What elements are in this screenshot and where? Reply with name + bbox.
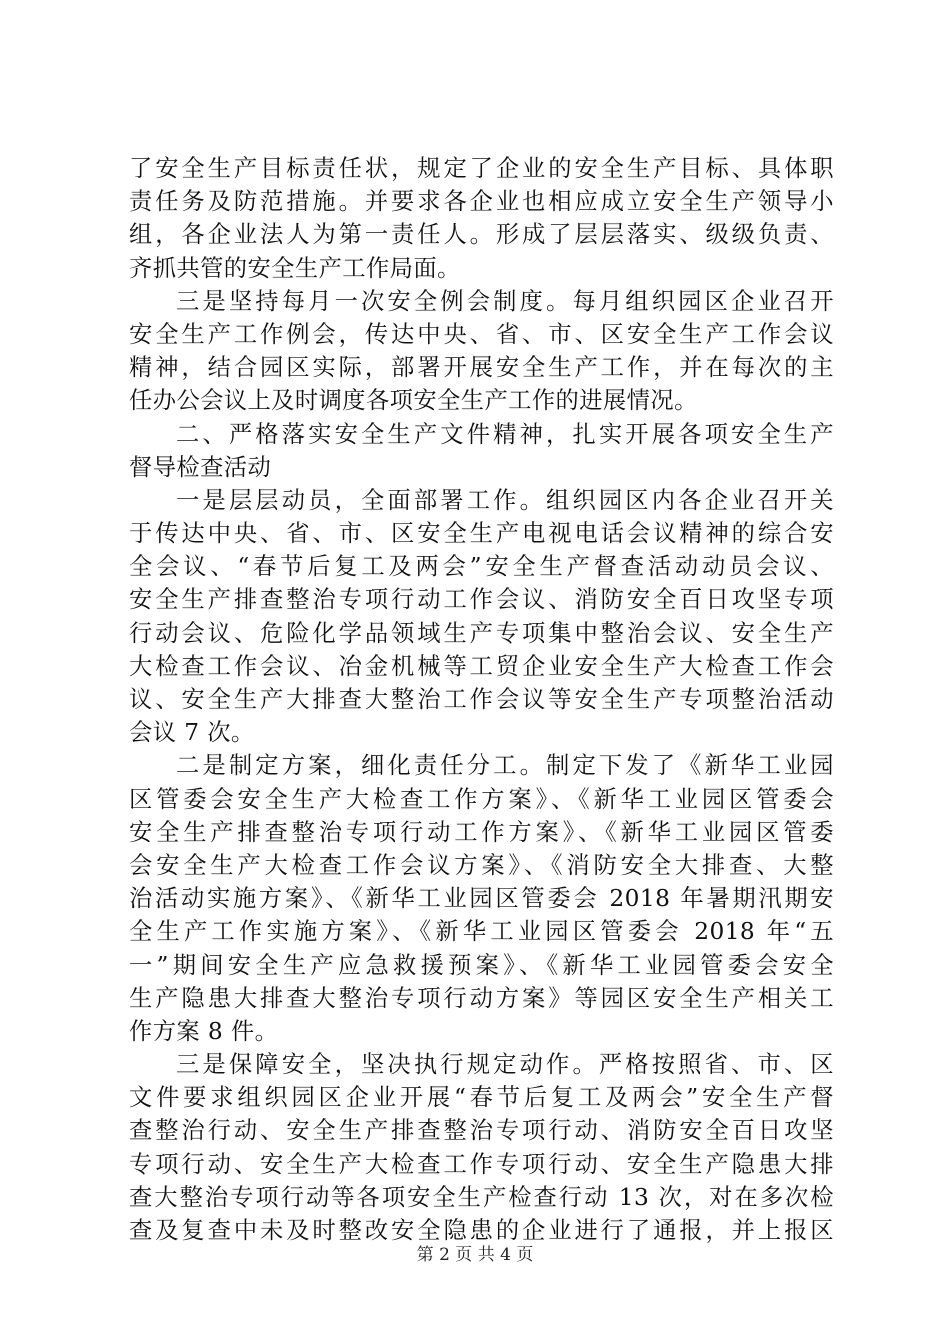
text-line: 生产隐患大排查大整治专项行动方案》等园区安全生产相关工 xyxy=(129,984,834,1012)
text-line: 全生产工作实施方案》、《新华工业园区管委会 2018 年“五 xyxy=(129,918,834,946)
text-line: 专项行动、安全生产大检查工作专项行动、安全生产隐患大排 xyxy=(129,1150,834,1178)
text-line: 一是层层动员，全面部署工作。组织园区内各企业召开关 xyxy=(176,486,834,514)
text-line: 作方案 8 件。 xyxy=(129,1017,279,1045)
text-line: 文件要求组织园区企业开展“春节后复工及两会”安全生产督 xyxy=(129,1084,834,1112)
text-line: 于传达中央、省、市、区安全生产电视电话会议精神的综合安 xyxy=(129,520,834,548)
text-line: 二是制定方案，细化责任分工。制定下发了《新华工业园 xyxy=(176,752,834,780)
text-line: 三是坚持每月一次安全例会制度。每月组织园区企业召开 xyxy=(176,287,834,315)
text-line: 查整治行动、安全生产排查整治专项行动、消防安全百日攻坚 xyxy=(129,1117,834,1145)
text-line: 会议 7 次。 xyxy=(129,719,255,747)
text-line: 安全生产工作例会，传达中央、省、市、区安全生产工作会议 xyxy=(129,320,834,348)
text-line: 精神，结合园区实际，部署开展安全生产工作，并在每次的主 xyxy=(129,354,834,382)
text-line: 全会议、“春节后复工及两会”安全生产督查活动动员会议、 xyxy=(129,553,834,581)
text-line: 治活动实施方案》、《新华工业园区管委会 2018 年暑期汛期安 xyxy=(129,885,834,913)
text-line: 大检查工作会议、冶金机械等工贸企业安全生产大检查工作会 xyxy=(129,652,834,680)
document-body xyxy=(129,152,834,1247)
text-line: 一”期间安全生产应急救援预案》、《新华工业园管委会安全 xyxy=(129,951,834,979)
text-line: 督导检查活动 xyxy=(129,453,272,481)
text-line: 责任务及防范措施。并要求各企业也相应成立安全生产领导小 xyxy=(129,188,834,216)
text-line: 安全生产排查整治专项行动工作会议、消防安全百日攻坚专项 xyxy=(129,586,834,614)
text-line: 了安全生产目标责任状，规定了企业的安全生产目标、具体职 xyxy=(129,155,834,182)
text-line: 齐抓共管的安全生产工作局面。 xyxy=(129,254,461,282)
text-line: 查及复查中未及时整改安全隐患的企业进行了通报，并上报区 xyxy=(129,1217,834,1244)
text-line: 查大整治专项行动等各项安全生产检查行动 13 次，对在多次检 xyxy=(129,1183,834,1211)
text-line: 三是保障安全，坚决执行规定动作。严格按照省、市、区 xyxy=(176,1051,834,1079)
text-line: 二、严格落实安全生产文件精神，扎实开展各项安全生产 xyxy=(176,420,834,448)
text-line: 安全生产排查整治专项行动工作方案》、《新华工业园区管委 xyxy=(129,818,834,846)
text-line: 任办公会议上及时调度各项安全生产工作的进展情况。 xyxy=(129,387,698,415)
text-line: 区管委会安全生产大检查工作方案》、《新华工业园区管委会 xyxy=(129,785,834,813)
page-footer: 第 2 页 共 4 页 xyxy=(416,1245,534,1265)
text-line: 议、安全生产大排查大整治工作会议等安全生产专项整治活动 xyxy=(129,686,834,713)
text-line: 行动会议、危险化学品领域生产专项集中整治会议、安全生产 xyxy=(129,619,834,647)
text-line: 组，各企业法人为第一责任人。形成了层层落实、级级负责、 xyxy=(129,221,834,249)
text-line: 会安全生产大检查工作会议方案》、《消防安全大排查、大整 xyxy=(129,851,834,879)
